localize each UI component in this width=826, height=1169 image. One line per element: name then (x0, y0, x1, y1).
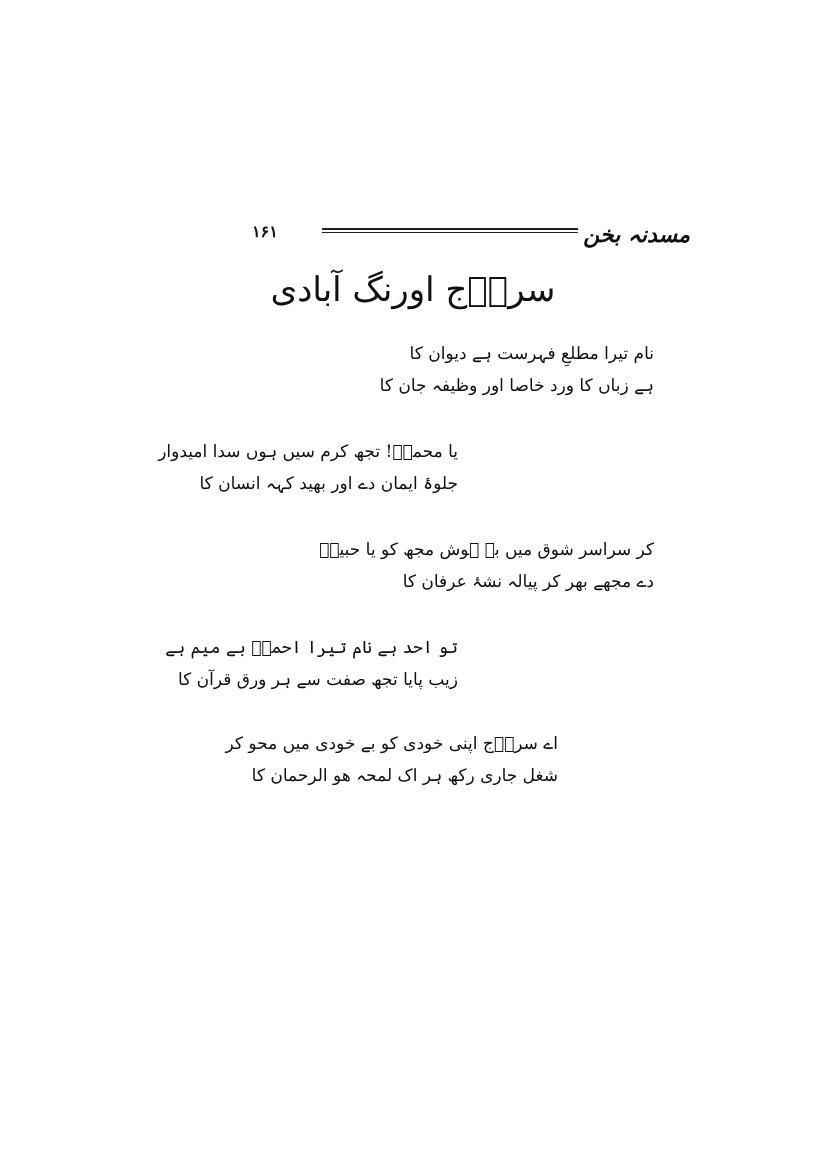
verse-line: زیب پایا تجھ صفت سے ہر ورق قرآن کا (177, 670, 458, 690)
verse-line: کر سراسر شوق میں بے ہوش مجھ کو یا حبیبؐ (319, 540, 654, 560)
poem-title: سراؔج اورنگ آبادی (270, 270, 556, 310)
couplet (319, 534, 654, 598)
verse-line: شغل جاری رکھ ہر اک لمحہ ھو الرحمان کا (251, 766, 558, 786)
couplet (165, 632, 458, 696)
header-double-rule (322, 228, 578, 233)
verse-line: اے سراؔج اپنی خودی کو بے خودی میں محو کر (225, 734, 558, 754)
verse-line: نام تیرا مطلعِ فہرست ہے دیوان کا (409, 344, 654, 364)
verse-line: تو احد ہے نام تیرا احمدؐ بے میم ہے (165, 638, 458, 658)
couplet (226, 728, 559, 792)
verse-line: جلوۂ ایمان دے اور بھید کہہ انسان کا (199, 474, 458, 494)
couplet (380, 338, 654, 402)
verse-line: یا محمدؐ! تجھ کرم سیں ہوں سدا امیدوار (158, 442, 458, 462)
verse-line: ہے زباں کا ورد خاصا اور وظیفہ جان کا (379, 376, 654, 396)
couplet (158, 436, 458, 500)
verse-line: دے مجھے بھر کر پیالہ نشۂ عرفان کا (402, 572, 654, 592)
page-number: ۱۶۱ (252, 222, 278, 241)
running-header-book-name: مسدنہ بخن (583, 222, 690, 248)
